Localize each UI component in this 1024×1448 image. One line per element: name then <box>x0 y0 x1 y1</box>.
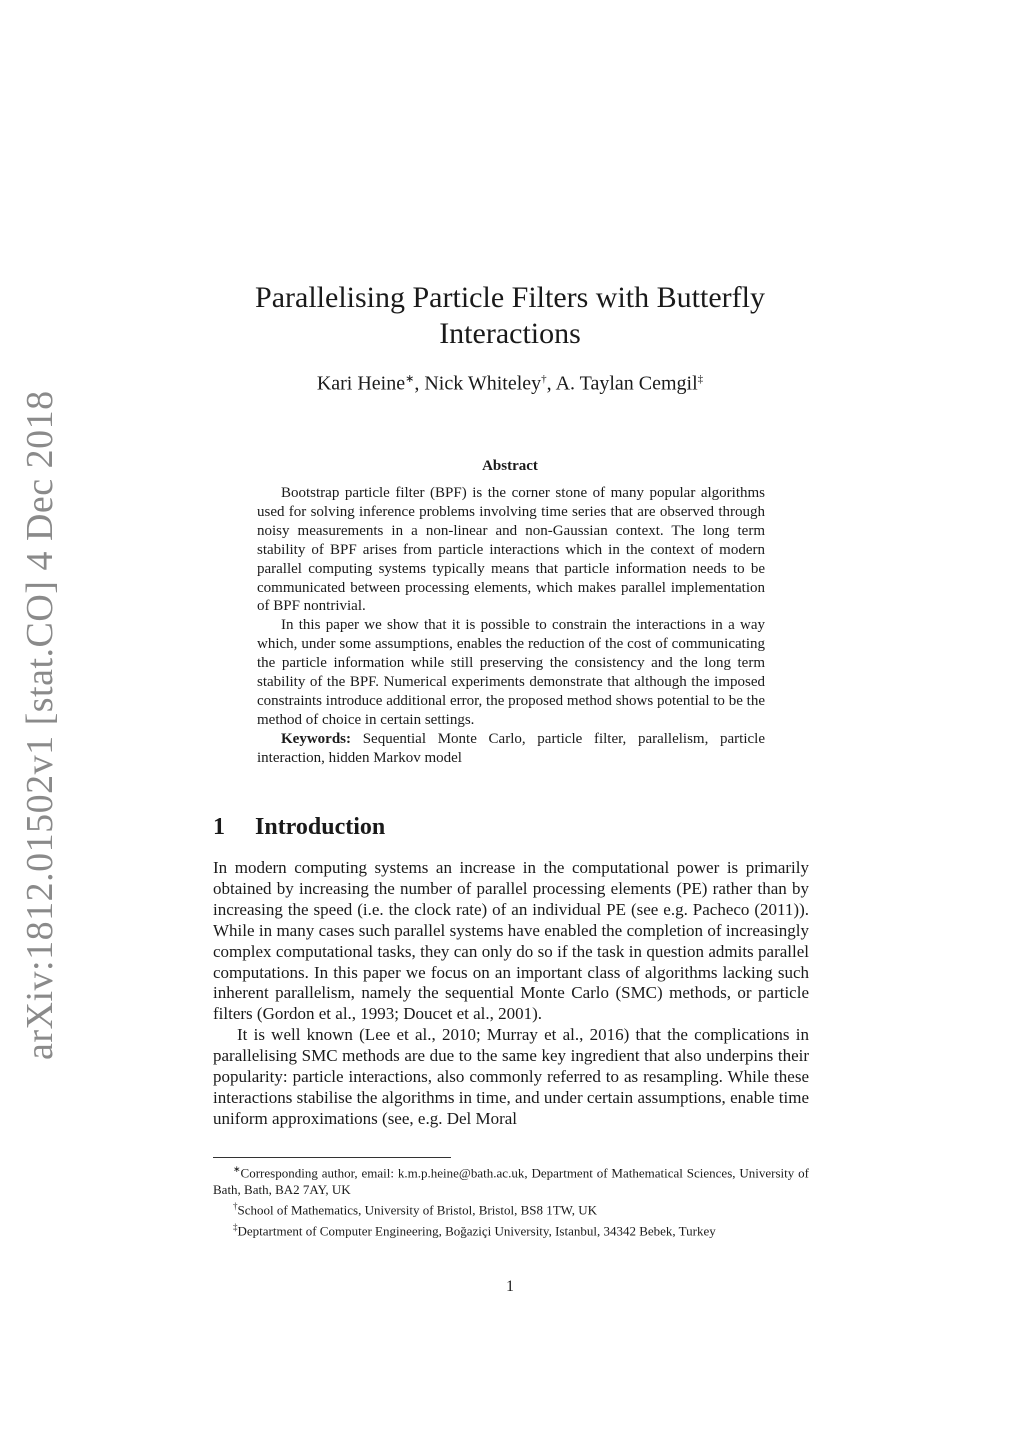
footnotes <box>213 1161 809 1240</box>
abstract-paragraph: In this paper we show that it is possible to constrain the interactions in a way which, under some assumptions, enables the reduction of the cost of communicating the particle information while still preserving the consistency and the long term stability of the BPF. Numerical experiments demonstrate that although the imposed constraints introduce additional error, the proposed method shows potential to be the method of choice in certain settings. <box>257 617 765 728</box>
section-body <box>213 858 809 1130</box>
footnote-mark: ‡ <box>233 1222 238 1233</box>
abstract-body <box>257 484 765 768</box>
abstract-heading: Abstract <box>482 458 538 474</box>
footnote <box>213 1219 809 1240</box>
paper-title <box>200 280 820 352</box>
author-footnote-mark: † <box>541 373 547 385</box>
author-name: A. Taylan Cemgil <box>555 372 698 395</box>
abstract-paragraph: Bootstrap particle filter (BPF) is the corner stone of many popular algorithms used for solving inference problems involving time series that are observed through noisy measurements in a non-linear and non-Gaussian context. The long term stability of BPF arises from particle interactions which in the context of modern parallel computing systems typically means that particle information needs to be communicated between processing elements, which makes parallel implementation of BPF nontrivial. <box>257 485 765 615</box>
footnote-text: Deptartment of Computer Engineering, Boğaziçi University, Istanbul, 34342 Bebek, Turkey <box>237 1223 716 1239</box>
section-number: 1 <box>213 814 225 840</box>
author-name: Nick Whiteley <box>424 372 542 395</box>
body-paragraph: It is well known (Lee et al., 2010; Murray et al., 2016) that the complications in parallelising SMC methods are due to the same key ingredient that also underpins their popularity: particle interactions, also commonly referred to as resampling. While these interactions stabilise the algorithms in time, and under certain assumptions, enable time uniform approximations (see, e.g. Del Moral <box>213 1025 809 1128</box>
author-footnote-mark: ‡ <box>697 373 704 385</box>
author-list <box>200 372 820 396</box>
footnote <box>213 1198 809 1219</box>
footnote-mark: ∗ <box>233 1164 241 1174</box>
section-title: Introduction <box>255 814 386 840</box>
page-number: 1 <box>506 1278 514 1295</box>
title-line-1: Parallelising Particle Filters with Butterfly <box>255 281 765 314</box>
footnote <box>213 1161 809 1198</box>
author-name: Kari Heine <box>316 372 406 395</box>
footnote-text: Corresponding author, email: k.m.p.heine@bath.ac.uk, Department of Mathematical Sciences, University of Bath, Bath, BA2 7AY, UK <box>213 1165 809 1197</box>
title-line-2: Interactions <box>439 317 581 350</box>
body-paragraph: In modern computing systems an increase in the computational power is primarily obtained by increasing the number of parallel processing elements (PE) rather than by increasing the speed (i.e. the clock rate) of an individual PE (see e.g. Pacheco (2011)). While in many cases such parallel systems have enabled the completion of increasingly complex computational tasks, they can only do so if the task in question admits parallel computations. In this paper we focus on an important class of algorithms lacking such inherent parallelism, namely the sequential Monte Carlo (SMC) methods, or particle filters (Gordon et al., 1993; Doucet et al., 2001). <box>213 858 809 1024</box>
keywords-text: Sequential Monte Carlo, particle filter, parallelism, particle interaction, hidden Markov model <box>257 730 765 766</box>
footnote-text: School of Mathematics, University of Bristol, Bristol, BS8 1TW, UK <box>237 1202 598 1218</box>
footnote-divider <box>213 1157 451 1158</box>
arxiv-identifier-stamp: arXiv:1812.01502v1 [stat.CO] 4 Dec 2018 <box>19 390 61 1060</box>
keywords-label: Keywords: <box>281 730 351 747</box>
section-heading <box>213 814 385 841</box>
footnote-mark: † <box>233 1201 238 1212</box>
author-footnote-mark: ∗ <box>405 373 415 385</box>
author-separator: , <box>414 372 425 395</box>
keywords-line <box>257 730 765 768</box>
author-separator: , <box>546 372 556 395</box>
